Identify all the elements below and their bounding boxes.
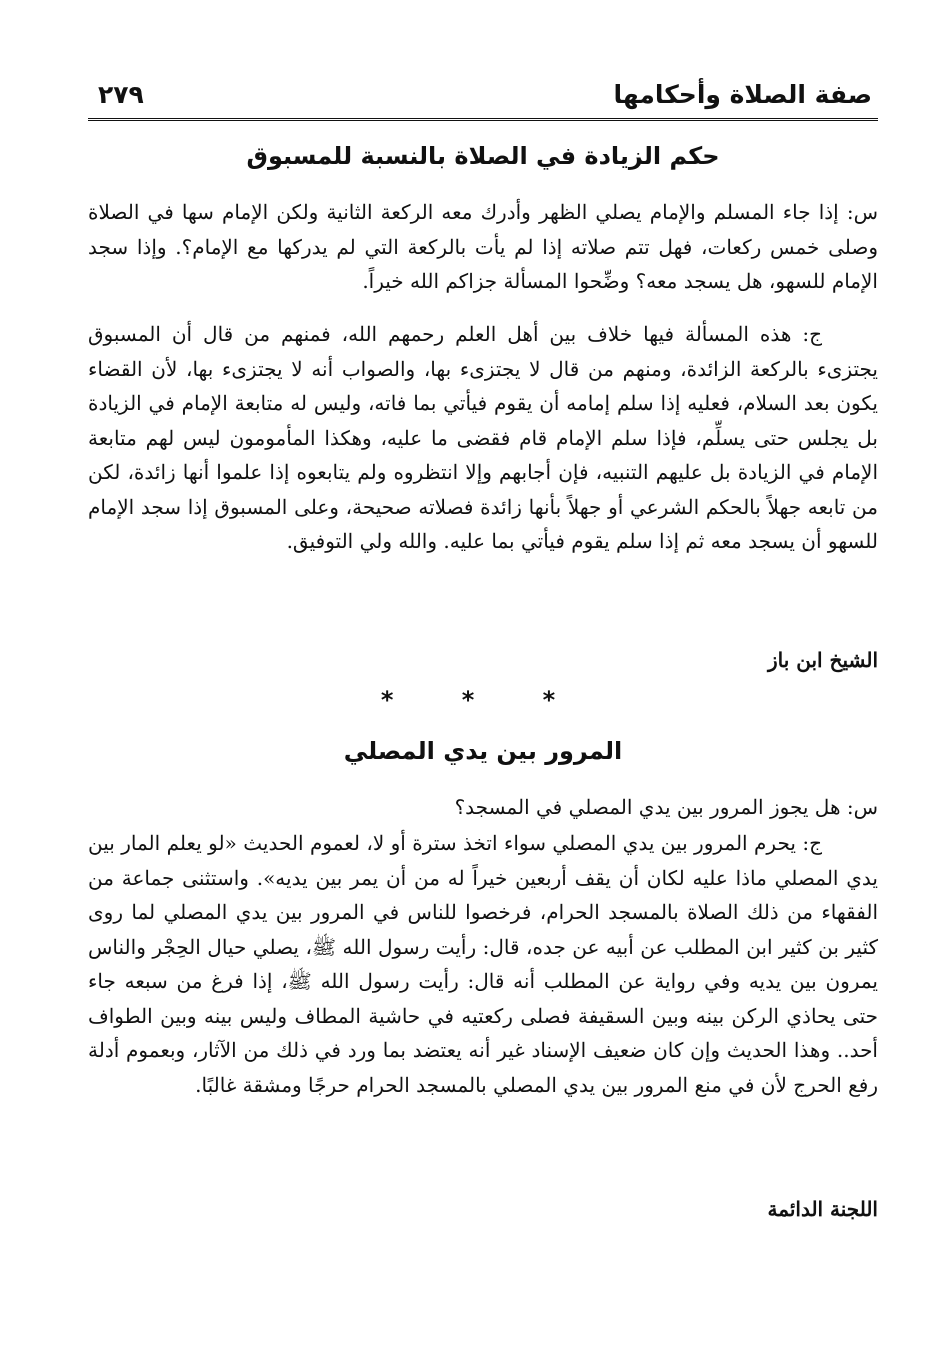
page-header bbox=[88, 72, 878, 121]
page-number: ٢٧٩ bbox=[98, 80, 144, 109]
answer-paragraph: ج: يحرم المرور بين يدي المصلي سواء اتخذ سترة أو لا، لعموم الحديث «لو يعلم المار بين يدي المصلي ماذا عليه لكان أن يقف أربعين خيراً له من أن يمر بين يديه». واستثنى جماعة من الفقهاء من ذلك الصلاة بالمسجد الحرام، فرخصوا للناس في المرور بين يدي المصلي لما روى كثير بن كثير ابن المطلب عن أبيه عن جده، قال: رأيت رسول الله ﷺ، يصلي حيال الحِجْر والناس يمرون بين يديه وفي رواية عن المطلب أنه قال: رأيت رسول الله ﷺ، إذا فرغ من سبعه جاء حتى يحاذي الركن بينه وبين السقيفة فصلى ركعتيه في حاشية المطاف وليس بينه وبين الطواف أحد.. وهذا الحديث وإن كان ضعيف الإسناد غير أنه يعتضد بما ورد في ذلك من الآثار، وبعموم أدلة رفع الحرج لأن في منع المرور بين يدي المصلي بالمسجد الحرام حرجًا ومشقة غالبًا. bbox=[88, 831, 878, 1097]
answer-paragraph: ج: هذه المسألة فيها خلاف بين أهل العلم رحمهم الله، فمنهم من قال أن المسبوق يجتزىء بالركعة الزائدة، ومنهم من قال لا يجتزىء بها، والصواب أنه لا يجتزىء بها، لأن القضاء يكون بعد السلام، فعليه إذا سلم إمامه أن يقوم فيأتي بما فاته، وليس له متابعة الإمام في الزيادة بل يجلس حتى يسلِّم، فإذا سلم الإمام قام فقضى ما عليه، وهكذا المأمومون ليس لهم متابعة الإمام في الزيادة بل عليهم التنبيه، فإن أجابهم وإلا انتظروه ولم يتابعوه إذا علموا أنها زائدة، لكن من تابعه جهلاً بالحكم الشرعي أو جهلاً بأنها زائدة فصلاته صحيحة، وعلى المسبوق إذا سجد الإمام للسهو أن يسجد معه ثم إذا سلم يقوم فيأتي بما عليه. والله ولي التوفيق. bbox=[88, 322, 878, 553]
section-divider: * * * bbox=[380, 686, 586, 714]
running-title: صفة الصلاة وأحكامها bbox=[613, 80, 872, 109]
section-title-extra-rakah: حكم الزيادة في الصلاة بالنسبة للمسبوق bbox=[246, 142, 720, 170]
signature-ibn-baz: الشيخ ابن باز bbox=[767, 648, 878, 672]
section-title-passing-in-front: المرور بين يدي المصلي bbox=[343, 737, 623, 765]
signature-permanent-committee: اللجنة الدائمة bbox=[767, 1197, 878, 1221]
question-paragraph: س: إذا جاء المسلم والإمام يصلي الظهر وأدرك معه الركعة الثانية ولكن الإمام سها في الصلاة وصلى خمس ركعات، فهل تتم صلاته إذا لم يأت بالركعة التي لم يدركها مع الإمام؟. وإذا سجد الإمام للسهو، هل يسجد معه؟ وضِّحوا المسألة جزاكم الله خيراً. bbox=[88, 200, 878, 293]
question-paragraph: س: هل يجوز المرور بين يدي المصلي في المسجد؟ bbox=[454, 795, 878, 819]
book-page bbox=[88, 72, 878, 1312]
